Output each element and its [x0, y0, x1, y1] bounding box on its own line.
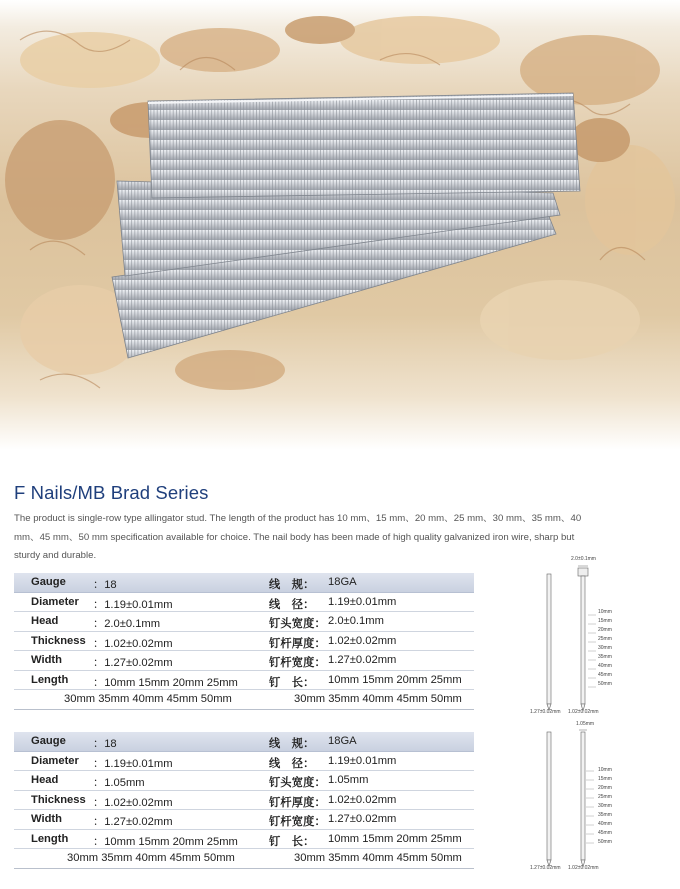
spec-row-length-continued — [14, 849, 474, 869]
thickness-value-cn: 1.02±0.02mm — [328, 793, 397, 806]
diameter-label-cn: 线 径： — [269, 598, 315, 611]
width-dimension: 1.27±0.02mm — [530, 709, 561, 715]
length-mark: 45mm — [598, 830, 612, 837]
length-mark: 50mm — [598, 681, 612, 688]
head-label-cn: 钉头宽度： — [269, 777, 326, 789]
spec-row-length-continued — [14, 690, 474, 710]
spec-row-gauge — [14, 573, 474, 593]
length-mark: 15mm — [598, 776, 612, 783]
product-description: The product is single-row type allingator stud. The length of the product has 10 mm、15 mm、20 mm、25 mm、30 mm、35 mm、40 mm、45 mm、50 mm specification available for choice. The nail body has been made of high quality galvanized iron wire, sharp but sturdy and durable. — [14, 513, 582, 561]
thickness-label-cn: 钉杆厚度： — [269, 796, 326, 809]
thickness-label: Thickness — [31, 634, 86, 647]
length-label-cn: 钉 长： — [269, 835, 315, 848]
width-dimension: 1.27±0.02mm — [530, 865, 561, 871]
head-label: Head — [31, 615, 59, 627]
thickness-label: Thickness — [31, 793, 86, 806]
head-value-cn: 2.0±0.1mm — [328, 615, 384, 627]
spec-row-thickness — [14, 791, 474, 811]
thickness-value: ：1.02±0.02mm — [93, 637, 173, 650]
spec-row-head — [14, 612, 474, 632]
head-value: ：2.0±0.1mm — [93, 618, 161, 630]
length-value-cn: 10mm 15mm 20mm 25mm — [328, 832, 462, 845]
thickness-label-cn: 钉杆厚度： — [269, 637, 326, 650]
diameter-value-cn: 1.19±0.01mm — [328, 754, 397, 767]
length-mark: 35mm — [598, 654, 612, 661]
gauge-value-cn: 18GA — [328, 576, 357, 588]
head-dimension: 1.05mm — [576, 721, 595, 727]
spec-table-2 — [14, 732, 474, 869]
thickness-value-cn: 1.02±0.02mm — [328, 634, 397, 647]
diameter-label: Diameter — [31, 595, 79, 608]
diameter-label-cn: 线 径： — [269, 757, 315, 770]
length-mark: 20mm — [598, 627, 612, 634]
diameter-value: ：1.19±0.01mm — [93, 598, 173, 611]
width-value-cn: 1.27±0.02mm — [328, 813, 397, 825]
width-label-cn: 钉杆宽度： — [269, 816, 326, 828]
gauge-label-cn: 线 规： — [269, 579, 315, 591]
length-mark: 10mm — [598, 767, 612, 773]
thickness-dimension: 1.02±0.02mm — [568, 709, 599, 715]
length-mark: 40mm — [598, 663, 612, 670]
gauge-value: ：18 — [93, 738, 117, 750]
length-value-continued: 30mm 35mm 40mm 45mm 50mm — [64, 693, 232, 705]
spec-table-1 — [14, 573, 474, 710]
width-label: Width — [31, 813, 62, 825]
length-value-cn-continued: 30mm 35mm 40mm 45mm 50mm — [294, 693, 462, 705]
length-scale — [598, 608, 612, 689]
gauge-value: ：18 — [93, 579, 117, 591]
spec-row-length — [14, 830, 474, 850]
length-mark: 25mm — [598, 794, 612, 801]
length-label: Length — [31, 832, 69, 845]
length-value-cn: 10mm 15mm 20mm 25mm — [328, 673, 462, 686]
length-mark: 45mm — [598, 672, 612, 679]
head-label: Head — [31, 774, 59, 786]
diameter-value-cn: 1.19±0.01mm — [328, 595, 397, 608]
product-title: F Nails/MB Brad Series — [14, 482, 209, 503]
head-value-cn: 1.05mm — [328, 774, 369, 786]
head-dimension: 2.0±0.1mm — [571, 556, 596, 562]
width-label-cn: 钉杆宽度： — [269, 657, 326, 669]
length-label: Length — [31, 673, 69, 686]
length-value: ：10mm 15mm 20mm 25mm — [93, 676, 238, 689]
length-value-continued: 30mm 35mm 40mm 45mm 50mm — [67, 852, 235, 864]
length-mark: 50mm — [598, 839, 612, 846]
gauge-label-cn: 线 规： — [269, 738, 315, 750]
width-label: Width — [31, 654, 62, 666]
spec-row-gauge — [14, 732, 474, 752]
width-value-cn: 1.27±0.02mm — [328, 654, 397, 666]
length-mark: 20mm — [598, 785, 612, 792]
length-mark: 30mm — [598, 803, 612, 810]
spec-row-width — [14, 810, 474, 830]
length-mark: 40mm — [598, 821, 612, 828]
thickness-value: ：1.02±0.02mm — [93, 796, 173, 809]
width-value: ：1.27±0.02mm — [93, 657, 173, 669]
length-scale — [598, 766, 612, 847]
nail-drawing-1 — [520, 554, 670, 724]
t-head-nail-diagram — [520, 554, 670, 724]
spec-row-thickness — [14, 632, 474, 652]
diameter-value: ：1.19±0.01mm — [93, 757, 173, 770]
spec-row-length — [14, 671, 474, 691]
thickness-dimension: 1.02±0.02mm — [568, 865, 599, 871]
length-value: ：10mm 15mm 20mm 25mm — [93, 835, 238, 848]
length-mark: 30mm — [598, 645, 612, 652]
diameter-label: Diameter — [31, 754, 79, 767]
gauge-label: Gauge — [31, 576, 66, 588]
width-value: ：1.27±0.02mm — [93, 816, 173, 828]
headless-nail-diagram — [520, 718, 670, 880]
spec-row-diameter — [14, 593, 474, 613]
head-label-cn: 钉头宽度： — [269, 618, 326, 630]
length-label-cn: 钉 长： — [269, 676, 315, 689]
length-mark: 25mm — [598, 636, 612, 643]
length-value-cn-continued: 30mm 35mm 40mm 45mm 50mm — [294, 852, 462, 864]
spec-row-diameter — [14, 752, 474, 772]
gauge-value-cn: 18GA — [328, 735, 357, 747]
length-mark: 10mm — [598, 609, 612, 615]
nail-drawing-2 — [520, 718, 670, 880]
spec-row-head — [14, 771, 474, 791]
length-mark: 15mm — [598, 618, 612, 625]
spec-row-width — [14, 651, 474, 671]
gauge-label: Gauge — [31, 735, 66, 747]
head-value: ：1.05mm — [93, 777, 145, 789]
length-mark: 35mm — [598, 812, 612, 819]
